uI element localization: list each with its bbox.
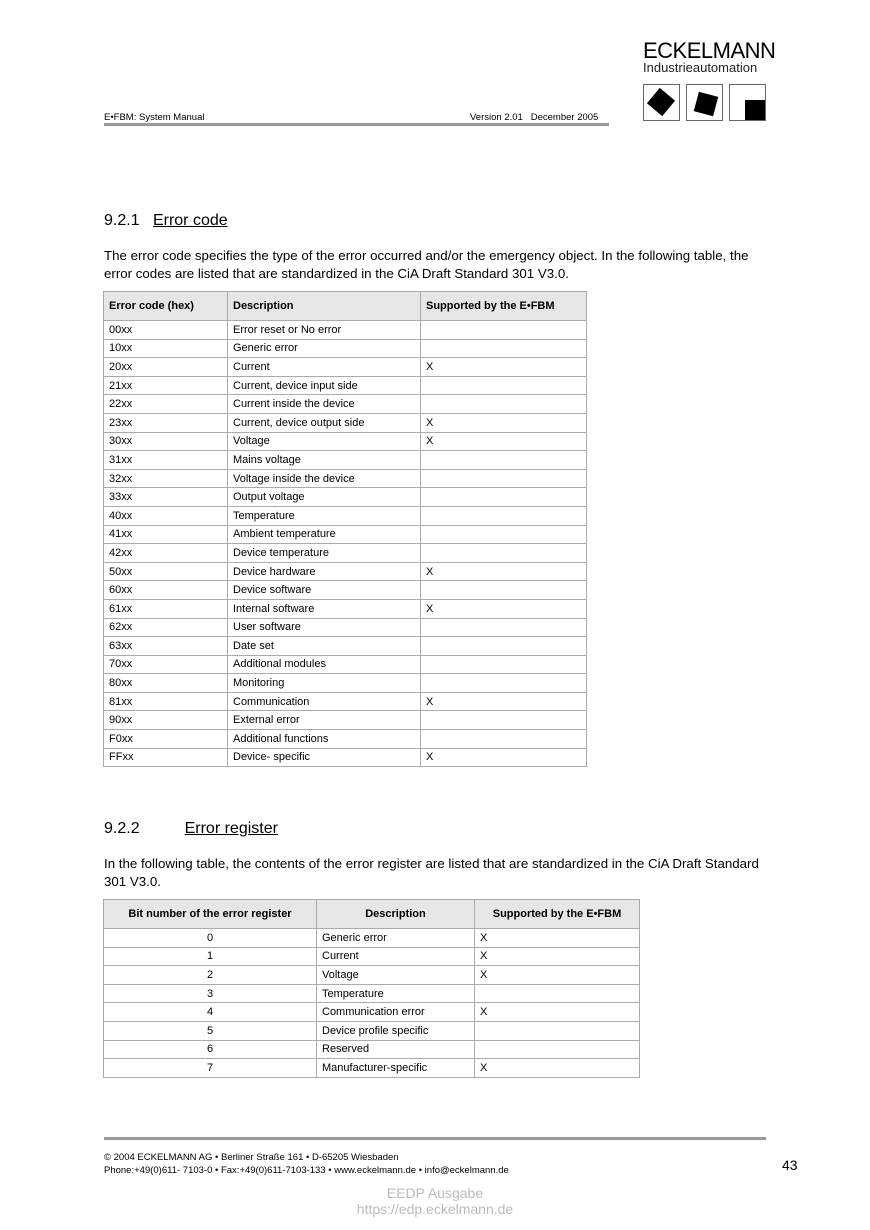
column-header: Description <box>228 292 421 321</box>
table-cell: Internal software <box>228 599 421 618</box>
table-cell: Device temperature <box>228 544 421 563</box>
page-number: 43 <box>782 1157 798 1173</box>
header-title: E•FBM: System Manual <box>104 112 205 123</box>
column-header: Bit number of the error register <box>104 900 317 929</box>
table-cell <box>421 395 587 414</box>
error-register-table <box>103 899 640 1078</box>
table-cell <box>421 469 587 488</box>
table-cell: 23xx <box>104 413 228 432</box>
table-cell <box>421 655 587 674</box>
table-row <box>104 506 587 525</box>
table-cell <box>421 711 587 730</box>
table-row <box>104 469 587 488</box>
section-heading-error-code: 9.2.1 Error code <box>104 212 228 229</box>
table-cell: X <box>475 929 640 948</box>
table-cell <box>421 339 587 358</box>
table-row <box>104 581 587 600</box>
table-cell: Reserved <box>317 1040 475 1059</box>
table-cell: Communication error <box>317 1003 475 1022</box>
table-row <box>104 599 587 618</box>
error-code-table <box>103 291 587 767</box>
table-cell: External error <box>228 711 421 730</box>
table-cell: 3 <box>104 984 317 1003</box>
table-row <box>104 451 587 470</box>
table-row <box>104 947 640 966</box>
table-cell: Generic error <box>317 929 475 948</box>
table-cell <box>421 376 587 395</box>
table-cell <box>421 637 587 656</box>
table-row <box>104 339 587 358</box>
table-cell: Current, device input side <box>228 376 421 395</box>
table-row <box>104 929 640 948</box>
table-cell: X <box>421 562 587 581</box>
table-row <box>104 966 640 985</box>
table-cell: Voltage <box>317 966 475 985</box>
table-row <box>104 1003 640 1022</box>
table-cell: X <box>475 966 640 985</box>
table-cell: Communication <box>228 692 421 711</box>
column-header: Error code (hex) <box>104 292 228 321</box>
table-cell: Voltage inside the device <box>228 469 421 488</box>
table-row <box>104 730 587 749</box>
table-cell: 61xx <box>104 599 228 618</box>
watermark-url: https://edp.eckelmann.de <box>356 1201 514 1217</box>
logo-square-icon <box>643 84 680 121</box>
table-cell: 42xx <box>104 544 228 563</box>
table-cell <box>475 1021 640 1040</box>
table-cell: 32xx <box>104 469 228 488</box>
table-cell: X <box>421 413 587 432</box>
table-cell <box>421 581 587 600</box>
table-cell: Current inside the device <box>228 395 421 414</box>
footer-contact: Phone:+49(0)611- 7103-0 • Fax:+49(0)611-7103-133 • www.eckelmann.de • info@eckelmann.de <box>104 1165 509 1176</box>
table-cell: Device hardware <box>228 562 421 581</box>
table-cell: X <box>421 358 587 377</box>
table-cell <box>421 525 587 544</box>
table-cell: Current <box>228 358 421 377</box>
table-row <box>104 562 587 581</box>
table-cell <box>421 674 587 693</box>
table-cell: 81xx <box>104 692 228 711</box>
table-cell: Current, device output side <box>228 413 421 432</box>
table-row <box>104 1021 640 1040</box>
table-cell: 2 <box>104 966 317 985</box>
table-cell: 6 <box>104 1040 317 1059</box>
column-header: Supported by the E•FBM <box>421 292 587 321</box>
table-row <box>104 321 587 340</box>
table-cell: 30xx <box>104 432 228 451</box>
table-row <box>104 488 587 507</box>
table-cell <box>421 321 587 340</box>
table-cell <box>475 984 640 1003</box>
table-row <box>104 432 587 451</box>
section-intro: In the following table, the contents of the error register are listed that are standardized in the CiA Draft Standard 301 V3.0. <box>104 856 759 889</box>
table-cell: FFxx <box>104 748 228 767</box>
table-cell: 80xx <box>104 674 228 693</box>
column-header: Supported by the E•FBM <box>475 900 640 929</box>
table-row <box>104 711 587 730</box>
table-cell: 63xx <box>104 637 228 656</box>
table-row <box>104 984 640 1003</box>
table-row <box>104 655 587 674</box>
table-cell <box>421 451 587 470</box>
section-heading-error-register: 9.2.2 Error register <box>104 820 278 837</box>
table-cell: Generic error <box>228 339 421 358</box>
table-cell: Additional modules <box>228 655 421 674</box>
table-cell: 5 <box>104 1021 317 1040</box>
table-cell <box>421 506 587 525</box>
table-cell: F0xx <box>104 730 228 749</box>
table-cell: 4 <box>104 1003 317 1022</box>
table-cell: 21xx <box>104 376 228 395</box>
table-cell: 62xx <box>104 618 228 637</box>
table-row <box>104 692 587 711</box>
table-cell <box>421 488 587 507</box>
table-cell: 10xx <box>104 339 228 358</box>
table-cell: 40xx <box>104 506 228 525</box>
section-intro: The error code specifies the type of the error occurred and/or the emergency object. In the following table, the error codes are listed that are standardized in the CiA Draft Standard 301 V3.0. <box>104 248 749 281</box>
table-cell: Date set <box>228 637 421 656</box>
column-header: Description <box>317 900 475 929</box>
watermark-title: EEDP Ausgabe <box>386 1185 484 1201</box>
header-version: Version 2.01 December 2005 <box>470 112 599 123</box>
table-cell <box>421 618 587 637</box>
table-cell: X <box>475 1059 640 1078</box>
footer-rule <box>104 1137 766 1140</box>
table-cell: Current <box>317 947 475 966</box>
table-cell: Mains voltage <box>228 451 421 470</box>
logo-name: ECKELMANN <box>643 38 776 63</box>
table-cell: X <box>421 599 587 618</box>
table-cell: Output voltage <box>228 488 421 507</box>
table-cell: 7 <box>104 1059 317 1078</box>
table-cell: Manufacturer-specific <box>317 1059 475 1078</box>
table-cell: X <box>421 432 587 451</box>
logo-square-icon <box>729 84 766 121</box>
table-cell: Device profile specific <box>317 1021 475 1040</box>
table-row <box>104 376 587 395</box>
table-row <box>104 544 587 563</box>
table-cell: 31xx <box>104 451 228 470</box>
footer-address: © 2004 ECKELMANN AG • Berliner Straße 161 • D-65205 Wiesbaden <box>104 1152 399 1163</box>
table-cell <box>421 730 587 749</box>
table-cell: Device- specific <box>228 748 421 767</box>
table-cell <box>475 1040 640 1059</box>
table-cell: 50xx <box>104 562 228 581</box>
table-cell: Voltage <box>228 432 421 451</box>
table-row <box>104 1040 640 1059</box>
header-rule <box>104 123 609 126</box>
table-cell: 41xx <box>104 525 228 544</box>
table-cell: User software <box>228 618 421 637</box>
table-cell <box>421 544 587 563</box>
table-cell: X <box>475 947 640 966</box>
table-cell: Monitoring <box>228 674 421 693</box>
table-cell: 33xx <box>104 488 228 507</box>
table-cell: Additional functions <box>228 730 421 749</box>
table-cell: 22xx <box>104 395 228 414</box>
table-cell: Error reset or No error <box>228 321 421 340</box>
table-row <box>104 525 587 544</box>
table-row <box>104 674 587 693</box>
table-row <box>104 358 587 377</box>
table-cell: 70xx <box>104 655 228 674</box>
table-cell: 60xx <box>104 581 228 600</box>
table-cell: Device software <box>228 581 421 600</box>
table-cell: X <box>421 692 587 711</box>
table-cell: Ambient temperature <box>228 525 421 544</box>
table-cell: 20xx <box>104 358 228 377</box>
table-row <box>104 637 587 656</box>
table-cell: Temperature <box>317 984 475 1003</box>
table-row <box>104 1059 640 1078</box>
table-cell: Temperature <box>228 506 421 525</box>
table-cell: 00xx <box>104 321 228 340</box>
table-row <box>104 413 587 432</box>
logo-subtitle: Industrieautomation <box>643 60 758 75</box>
table-row <box>104 748 587 767</box>
table-row <box>104 618 587 637</box>
table-cell: X <box>421 748 587 767</box>
table-cell: 90xx <box>104 711 228 730</box>
table-cell: 0 <box>104 929 317 948</box>
table-cell: X <box>475 1003 640 1022</box>
table-row <box>104 395 587 414</box>
table-cell: 1 <box>104 947 317 966</box>
logo-square-icon <box>686 84 723 121</box>
